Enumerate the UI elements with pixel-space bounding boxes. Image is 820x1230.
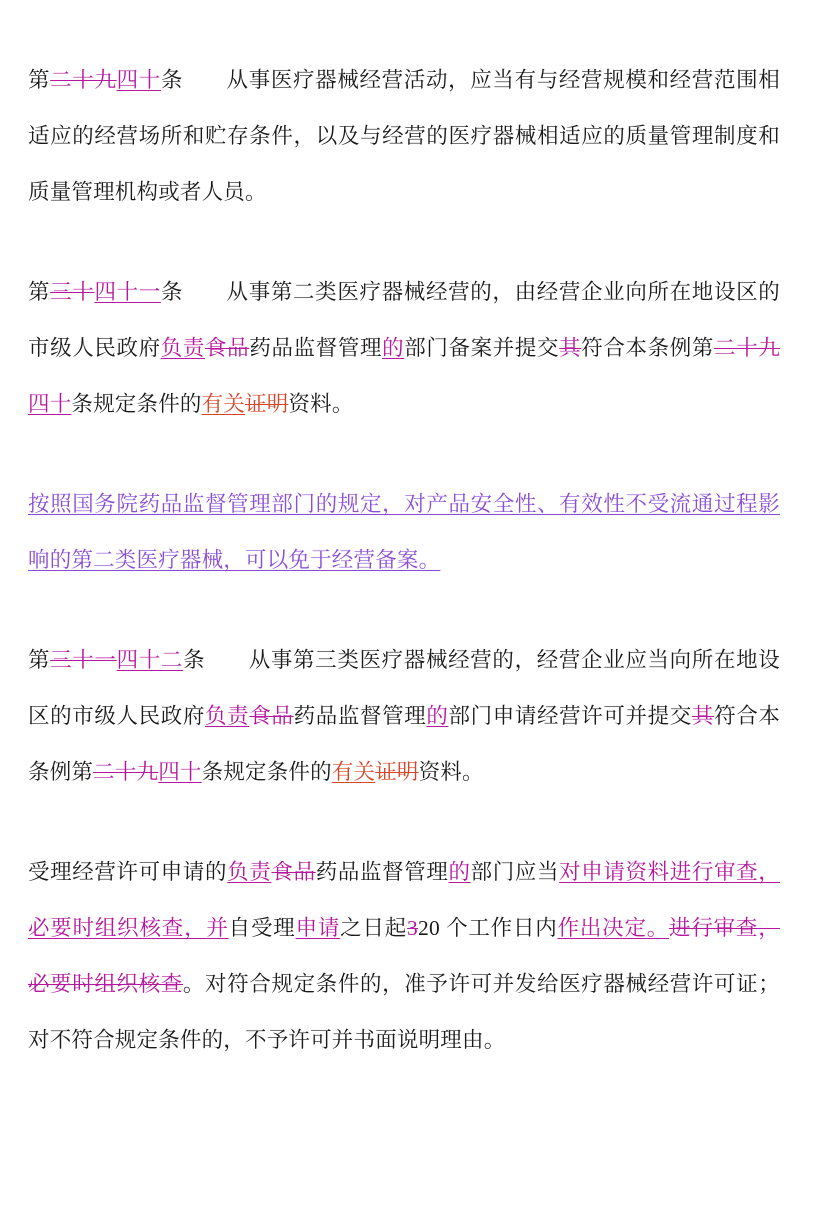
deleted-text: 三十一 bbox=[50, 648, 117, 672]
deleted-text: 进行审查，必要时组织核查 bbox=[28, 916, 780, 996]
text-run: 条 bbox=[160, 280, 184, 304]
inserted-text-red: 有关 bbox=[201, 392, 246, 416]
inserted-text: 的 bbox=[448, 860, 471, 884]
paragraph-article-40 bbox=[28, 52, 780, 220]
text-run: 从事第三类医疗器械经营的，经营企业应当向所在地设区的市级人民政府 bbox=[28, 648, 780, 728]
deleted-text: 其 bbox=[559, 336, 582, 360]
text-run: 资料。 bbox=[418, 760, 484, 784]
text-run: 部门应当 bbox=[470, 860, 560, 884]
text-run: 符合本条例第 bbox=[581, 336, 715, 360]
inserted-text: 负责 bbox=[205, 704, 250, 728]
inserted-text: 四十二 bbox=[116, 648, 184, 672]
paragraph-new-inserted bbox=[28, 476, 780, 588]
deleted-text: 三十 bbox=[50, 280, 95, 304]
inserted-text: 四十 bbox=[158, 760, 202, 784]
text-run: 自受理 bbox=[228, 916, 296, 940]
text-run: 资料。 bbox=[288, 392, 354, 416]
paragraph-article-41 bbox=[28, 264, 780, 432]
text-run: 条 bbox=[183, 648, 206, 672]
inserted-text: 四十 bbox=[116, 68, 161, 92]
text-run: 第 bbox=[28, 648, 51, 672]
inserted-text: 对申请资料进行审查，必要时组织核查，并 bbox=[28, 860, 780, 940]
deleted-text: 食品 bbox=[271, 860, 316, 884]
text-run: 从事医疗器械经营活动，应当有与经营规模和经营范围相适应的经营场所和贮存条件，以及与经营的医疗器械相适应的质量管理制度和质量管理机构或者人员。 bbox=[28, 68, 780, 204]
text-run: 之日起 bbox=[340, 916, 408, 940]
text-run: 20 bbox=[418, 916, 440, 940]
paragraph-licensing-review bbox=[28, 844, 780, 1068]
inserted-text: 负责 bbox=[160, 336, 206, 360]
text-run: 个工作日内 bbox=[439, 916, 558, 940]
text-run: 药品监督管理 bbox=[293, 704, 427, 728]
inserted-text: 申请 bbox=[295, 916, 341, 940]
inserted-text: 的 bbox=[382, 336, 405, 360]
deleted-number: 3 bbox=[407, 916, 418, 940]
deleted-text: 其 bbox=[691, 704, 715, 728]
paragraph-article-42 bbox=[28, 632, 780, 800]
text-run: 第 bbox=[28, 280, 51, 304]
text-run: 条规定条件的 bbox=[201, 760, 332, 784]
deleted-text: 食品 bbox=[205, 336, 250, 360]
inserted-paragraph-text: 按照国务院药品监督管理部门的规定，对产品安全性、有效性不受流通过程影响的第二类医疗器械，可以免于经营备案。 bbox=[28, 492, 780, 572]
text-run: 药品监督管理 bbox=[315, 860, 449, 884]
text-run: 受理经营许可申请的 bbox=[28, 860, 228, 884]
inserted-text: 四十 bbox=[28, 392, 72, 416]
text-run: 条 bbox=[160, 68, 184, 92]
text-run: 药品监督管理 bbox=[249, 336, 383, 360]
deleted-text: 二十九 bbox=[93, 760, 159, 784]
text-run: 符合本条例第 bbox=[28, 704, 781, 784]
text-run: 部门备案并提交 bbox=[404, 336, 560, 360]
text-run: 。对符合规定条件的，准予许可并发给医疗器械经营许可证；对不符合规定条件的，不予许可并书面说明理由。 bbox=[28, 972, 781, 1052]
text-run: 从事第二类医疗器械经营的，由经营企业向所在地设区的市级人民政府 bbox=[28, 280, 780, 360]
deleted-text-red: 证明 bbox=[245, 392, 289, 416]
inserted-text: 负责 bbox=[227, 860, 272, 884]
text-run: 第 bbox=[28, 68, 51, 92]
text-run: 条规定条件的 bbox=[71, 392, 202, 416]
deleted-text: 食品 bbox=[249, 704, 294, 728]
inserted-text: 的 bbox=[426, 704, 449, 728]
inserted-text: 四十一 bbox=[94, 280, 161, 304]
inserted-text-red: 有关 bbox=[331, 760, 376, 784]
text-run: 部门申请经营许可并提交 bbox=[448, 704, 692, 728]
inserted-text: 作出决定。 bbox=[557, 916, 670, 940]
deleted-text: 二十九 bbox=[714, 336, 781, 360]
deleted-text: 二十九 bbox=[50, 68, 117, 92]
deleted-text-red: 证明 bbox=[375, 760, 419, 784]
